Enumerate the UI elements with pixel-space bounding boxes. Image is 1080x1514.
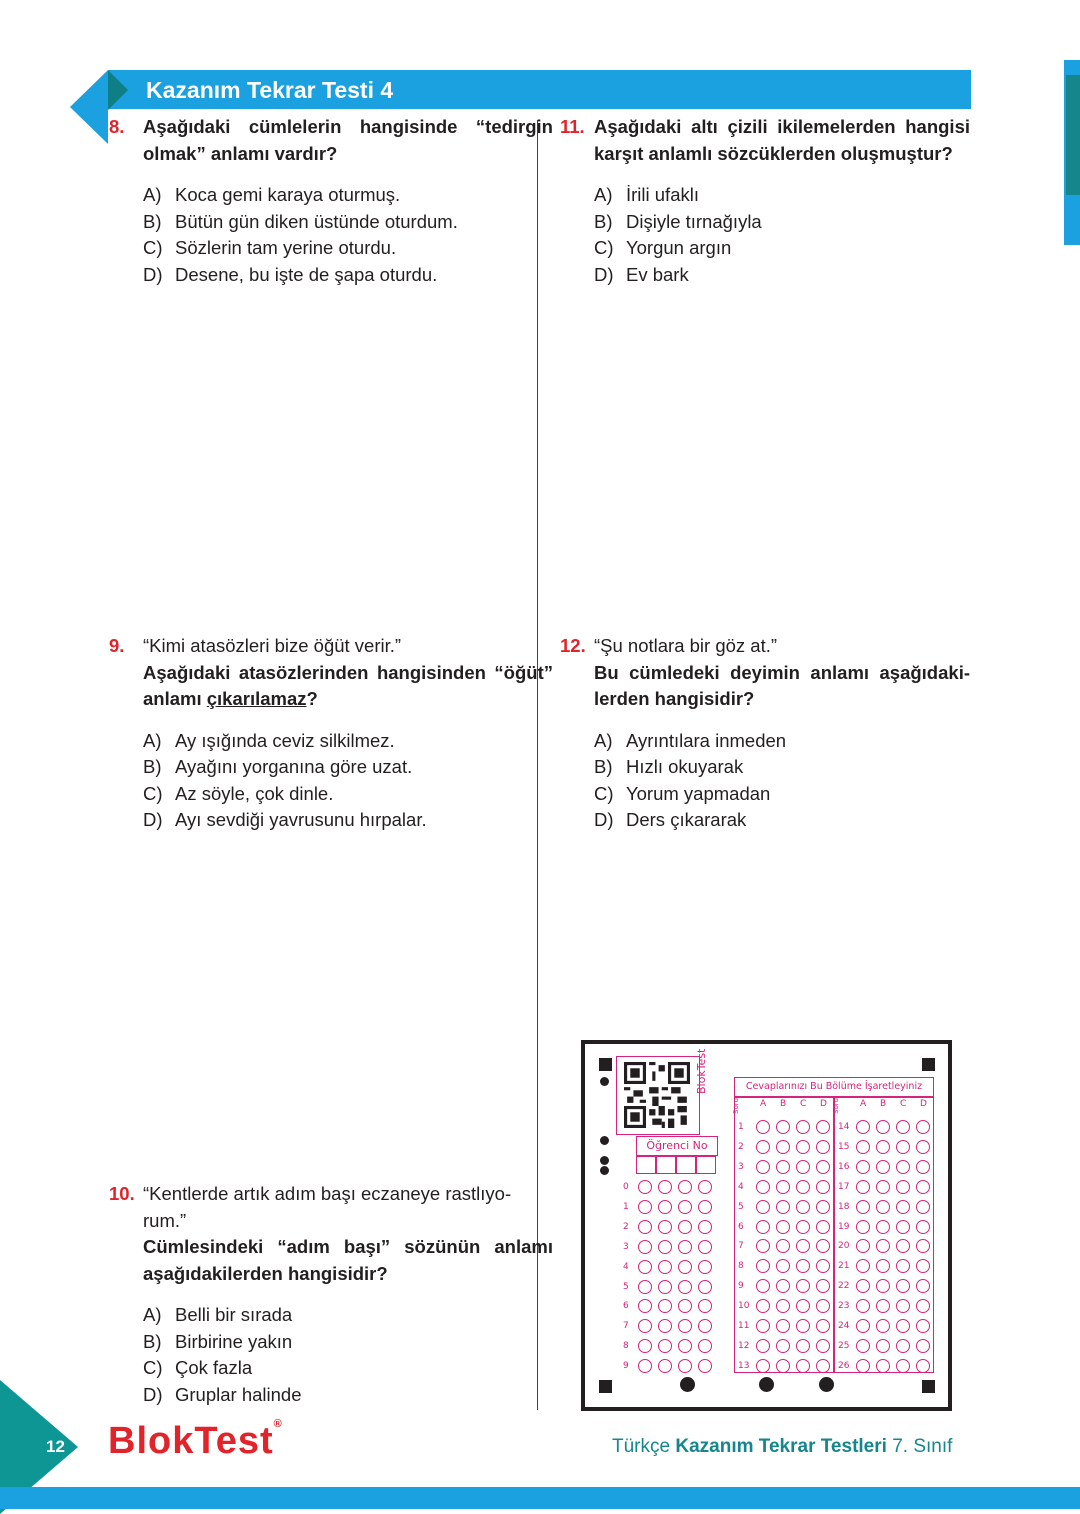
question-row-label: 19 bbox=[838, 1221, 850, 1232]
option-b[interactable]: B) Ayağını yorganına göre uzat. bbox=[143, 756, 413, 777]
option-b[interactable]: B) Hızlı okuyarak bbox=[594, 756, 744, 777]
digit-bubble[interactable] bbox=[678, 1299, 692, 1313]
option-c[interactable]: C) Çok fazla bbox=[143, 1357, 253, 1378]
digit-bubble[interactable] bbox=[678, 1220, 692, 1234]
digit-bubble[interactable] bbox=[698, 1220, 712, 1234]
digit-bubble[interactable] bbox=[678, 1180, 692, 1194]
digit-bubble[interactable] bbox=[698, 1339, 712, 1353]
timing-dot bbox=[600, 1156, 609, 1165]
answer-instruction: Cevaplarınızı Bu Bölüme İşaretleyiniz bbox=[734, 1077, 934, 1097]
question-quote: “Kimi atasözleri bize öğüt verir.” bbox=[143, 635, 402, 656]
footer-book-title: Türkçe Kazanım Tekrar Testleri 7. Sınıf bbox=[612, 1436, 953, 1457]
question-12 bbox=[560, 633, 970, 834]
question-row-label: 13 bbox=[738, 1360, 750, 1371]
timing-dot bbox=[680, 1377, 695, 1392]
option-c[interactable]: C) Yorgun argın bbox=[594, 237, 732, 258]
question-9 bbox=[109, 633, 553, 834]
question-row-label: 18 bbox=[838, 1201, 850, 1212]
option-c[interactable]: C) Sözlerin tam yerine oturdu. bbox=[143, 237, 397, 258]
question-number: 9. bbox=[109, 635, 125, 656]
question-quote: “Şu notlara bir göz at.” bbox=[594, 635, 778, 656]
student-no-box[interactable] bbox=[656, 1156, 676, 1174]
digit-bubble[interactable] bbox=[678, 1200, 692, 1214]
question-row-label: 24 bbox=[838, 1321, 850, 1331]
question-row-label: 8 bbox=[738, 1261, 744, 1272]
digit-bubble[interactable] bbox=[698, 1280, 712, 1294]
question-row-label: 3 bbox=[738, 1161, 744, 1172]
question-row-label: 21 bbox=[838, 1261, 850, 1272]
digit-bubble[interactable] bbox=[638, 1220, 652, 1234]
header-arrow bbox=[70, 70, 108, 144]
footer-bar bbox=[0, 1487, 1080, 1509]
digit-label: 3 bbox=[623, 1241, 629, 1252]
digit-label: 9 bbox=[623, 1361, 629, 1372]
digit-bubble[interactable] bbox=[638, 1339, 652, 1353]
question-text: Aşağıdaki altı çizili ikilemelerden hangisi karşıt anlamlı sözcüklerden oluşmuştur? bbox=[594, 116, 970, 164]
option-b[interactable]: B) Birbirine yakın bbox=[143, 1330, 293, 1352]
question-row-label: 26 bbox=[838, 1360, 850, 1371]
side-tab-inner bbox=[1066, 75, 1080, 195]
brand-logo: BlokTest® bbox=[108, 1418, 283, 1462]
question-number: 12. bbox=[560, 635, 586, 656]
question-row-label: 9 bbox=[738, 1281, 744, 1292]
question-text: Aşağıdaki atasözlerinden hangisinden “öğüt” anlamı çıkarılamaz? bbox=[143, 661, 553, 709]
digit-label: 6 bbox=[623, 1301, 629, 1312]
digit-bubble[interactable] bbox=[698, 1200, 712, 1214]
digit-bubble[interactable] bbox=[678, 1319, 692, 1333]
option-b[interactable]: B) Dişiyle tırnağıyla bbox=[594, 210, 762, 232]
question-row-label: 4 bbox=[738, 1181, 744, 1192]
option-a[interactable]: A) Belli bir sırada bbox=[143, 1304, 293, 1325]
option-a[interactable]: A) Ay ışığında ceviz silkilmez. bbox=[143, 729, 395, 751]
digit-bubble[interactable] bbox=[658, 1339, 672, 1353]
question-row-label: 25 bbox=[838, 1340, 850, 1351]
qr-code-icon bbox=[624, 1062, 690, 1128]
digit-bubble[interactable] bbox=[638, 1299, 652, 1313]
digit-bubble[interactable] bbox=[658, 1319, 672, 1333]
student-no-label: Öğrenci No bbox=[636, 1136, 718, 1156]
timing-dot bbox=[600, 1136, 609, 1145]
question-row-label: 10 bbox=[738, 1301, 750, 1312]
corner-mark bbox=[922, 1380, 935, 1393]
digit-bubble[interactable] bbox=[658, 1280, 672, 1294]
answer-column-frame bbox=[834, 1097, 934, 1373]
answer-sheet bbox=[581, 1040, 952, 1411]
digit-bubble[interactable] bbox=[638, 1359, 652, 1373]
timing-dot bbox=[819, 1377, 834, 1392]
question-quote-line2: rum.” bbox=[143, 1209, 187, 1231]
question-row-label: 15 bbox=[838, 1141, 850, 1152]
student-no-box[interactable] bbox=[636, 1156, 656, 1174]
digit-label: 4 bbox=[623, 1261, 629, 1272]
option-c[interactable]: C) Az söyle, çok dinle. bbox=[143, 782, 334, 804]
soru-label: Soru bbox=[832, 1097, 840, 1114]
digit-bubble[interactable] bbox=[638, 1240, 652, 1254]
digit-label: 7 bbox=[623, 1321, 629, 1332]
corner-mark bbox=[599, 1058, 612, 1071]
question-text: Bu cümledeki deyimin anlamı aşağıdaki-lerden hangisidir? bbox=[594, 661, 970, 709]
question-row-label: 5 bbox=[738, 1201, 744, 1212]
qr-frame bbox=[616, 1056, 700, 1135]
column-letter: A bbox=[860, 1099, 867, 1109]
option-a[interactable]: A) İrili ufaklı bbox=[594, 184, 699, 205]
sheet-brand: BlokTest bbox=[695, 1048, 708, 1094]
option-d[interactable]: D) Ayı sevdiği yavrusunu hırpalar. bbox=[143, 809, 427, 830]
option-d[interactable]: D) Ev bark bbox=[594, 263, 689, 285]
digit-bubble[interactable] bbox=[638, 1260, 652, 1274]
question-row-label: 22 bbox=[838, 1281, 850, 1292]
question-quote-line1: “Kentlerde artık adım başı eczaneye rastlıyo- bbox=[143, 1183, 512, 1204]
soru-label: Soru bbox=[732, 1097, 740, 1114]
question-8 bbox=[109, 114, 553, 288]
digit-bubble[interactable] bbox=[698, 1240, 712, 1254]
digit-bubble[interactable] bbox=[678, 1280, 692, 1294]
digit-bubble[interactable] bbox=[638, 1319, 652, 1333]
option-a[interactable]: A) Ayrıntılara inmeden bbox=[594, 729, 787, 751]
digit-bubble[interactable] bbox=[698, 1359, 712, 1373]
timing-dot bbox=[759, 1377, 774, 1392]
page-title: Kazanım Tekrar Testi 4 bbox=[146, 77, 394, 103]
option-d[interactable]: D) Desene, bu işte de şapa oturdu. bbox=[143, 263, 438, 285]
question-row-label: 11 bbox=[738, 1321, 750, 1331]
timing-dot bbox=[600, 1077, 609, 1086]
digit-label: 8 bbox=[623, 1341, 629, 1352]
question-row-label: 12 bbox=[738, 1340, 750, 1351]
column-letter: D bbox=[920, 1099, 927, 1109]
answer-column-frame bbox=[734, 1097, 834, 1373]
question-text: Cümlesindeki “adım başı” sözünün anlamı aşağıdakilerden hangisidir? bbox=[143, 1236, 553, 1284]
question-row-label: 20 bbox=[838, 1241, 850, 1252]
digit-bubble[interactable] bbox=[658, 1180, 672, 1194]
corner-mark bbox=[922, 1058, 935, 1071]
column-letter: A bbox=[760, 1099, 767, 1109]
timing-dot bbox=[600, 1166, 609, 1175]
digit-bubble[interactable] bbox=[658, 1220, 672, 1234]
digit-label: 5 bbox=[623, 1281, 629, 1292]
page-number: 12 bbox=[46, 1437, 65, 1456]
question-row-label: 6 bbox=[738, 1221, 744, 1232]
student-no-box[interactable] bbox=[696, 1156, 716, 1174]
question-row-label: 1 bbox=[738, 1122, 744, 1132]
question-number: 8. bbox=[109, 116, 125, 137]
question-row-label: 14 bbox=[838, 1122, 850, 1132]
digit-label: 1 bbox=[623, 1201, 629, 1212]
digit-bubble[interactable] bbox=[658, 1240, 672, 1254]
digit-bubble[interactable] bbox=[698, 1180, 712, 1194]
corner-mark bbox=[599, 1380, 612, 1393]
digit-bubble[interactable] bbox=[658, 1359, 672, 1373]
option-d[interactable]: D) Gruplar halinde bbox=[143, 1383, 302, 1405]
digit-bubble[interactable] bbox=[658, 1299, 672, 1313]
student-no-box[interactable] bbox=[676, 1156, 696, 1174]
digit-bubble[interactable] bbox=[658, 1200, 672, 1214]
header-arrow-inner bbox=[108, 70, 128, 110]
digit-label: 0 bbox=[623, 1182, 629, 1192]
question-number: 11. bbox=[560, 116, 585, 137]
digit-bubble[interactable] bbox=[638, 1280, 652, 1294]
digit-bubble[interactable] bbox=[658, 1260, 672, 1274]
question-text: Aşağıdaki cümlelerin hangisinde “tedirgin olmak” anlamı vardır? bbox=[143, 116, 553, 164]
column-letter: C bbox=[800, 1099, 807, 1109]
digit-bubble[interactable] bbox=[698, 1299, 712, 1313]
question-row-label: 16 bbox=[838, 1161, 850, 1172]
question-row-label: 23 bbox=[838, 1301, 850, 1312]
option-d[interactable]: D) Ders çıkararak bbox=[594, 809, 747, 830]
question-number: 10. bbox=[109, 1183, 135, 1204]
digit-bubble[interactable] bbox=[638, 1200, 652, 1214]
digit-bubble[interactable] bbox=[678, 1359, 692, 1373]
option-c[interactable]: C) Yorum yapmadan bbox=[594, 782, 771, 804]
column-letter: B bbox=[780, 1099, 787, 1109]
column-letter: B bbox=[880, 1099, 887, 1109]
question-row-label: 2 bbox=[738, 1141, 744, 1152]
question-row-label: 7 bbox=[738, 1241, 744, 1252]
digit-bubble[interactable] bbox=[678, 1339, 692, 1353]
digit-bubble[interactable] bbox=[678, 1240, 692, 1254]
digit-bubble[interactable] bbox=[678, 1260, 692, 1274]
question-10 bbox=[109, 1181, 553, 1408]
column-letter: D bbox=[820, 1099, 827, 1109]
option-a[interactable]: A) Koca gemi karaya oturmuş. bbox=[143, 184, 401, 205]
digit-label: 2 bbox=[623, 1221, 629, 1232]
question-11 bbox=[560, 114, 970, 288]
option-b[interactable]: B) Bütün gün diken üstünde oturdum. bbox=[143, 210, 458, 232]
digit-bubble[interactable] bbox=[698, 1319, 712, 1333]
digit-bubble[interactable] bbox=[698, 1260, 712, 1274]
column-letter: C bbox=[900, 1099, 907, 1109]
question-row-label: 17 bbox=[838, 1181, 850, 1192]
digit-bubble[interactable] bbox=[638, 1180, 652, 1194]
